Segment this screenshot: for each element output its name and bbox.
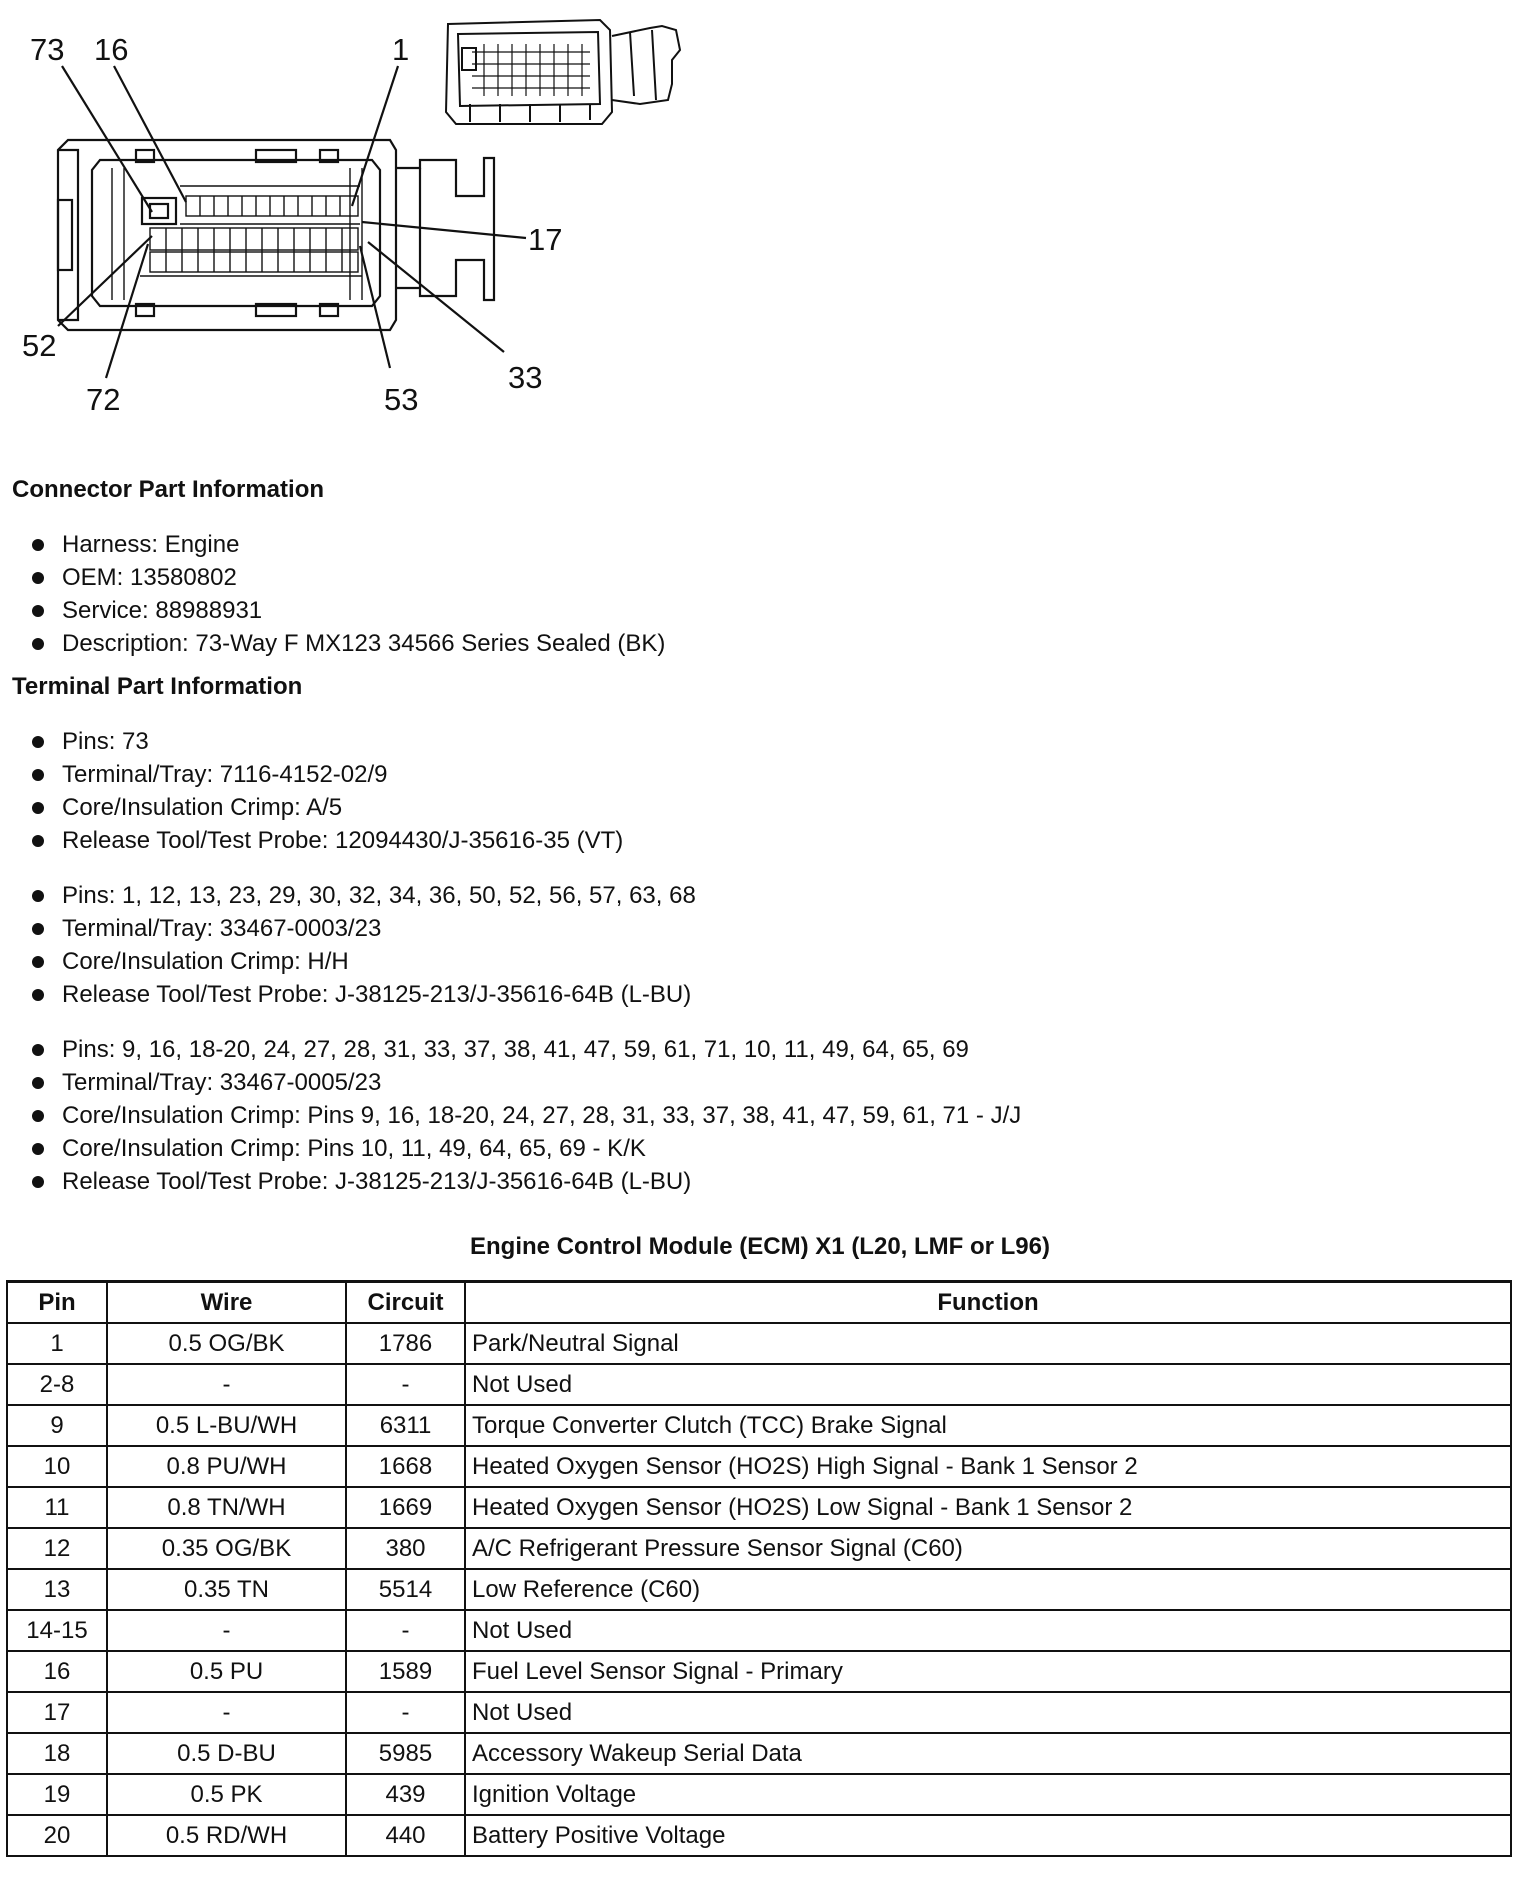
list-item: Harness: Engine	[28, 528, 665, 561]
cell-pin: 19	[7, 1774, 107, 1815]
cell-wire: 0.5 RD/WH	[107, 1815, 346, 1856]
cell-function: Accessory Wakeup Serial Data	[465, 1733, 1511, 1774]
callout-52: 52	[22, 328, 57, 363]
table-body	[7, 1323, 1511, 1856]
callout-73: 73	[30, 32, 65, 67]
table-row	[7, 1733, 1511, 1774]
cell-function: Not Used	[465, 1610, 1511, 1651]
header-circuit: Circuit	[346, 1282, 465, 1324]
list-item: Core/Insulation Crimp: Pins 10, 11, 49, 64, 65, 69 - K/K	[28, 1132, 1021, 1165]
table-title-text: Engine Control Module (ECM) X1 (L20, LMF or L96)	[470, 1233, 1050, 1260]
cell-circuit: 5514	[346, 1569, 465, 1610]
cell-pin: 20	[7, 1815, 107, 1856]
callout-72: 72	[86, 382, 121, 417]
cell-circuit: 1786	[346, 1323, 465, 1364]
cell-pin: 17	[7, 1692, 107, 1733]
table-row	[7, 1815, 1511, 1856]
table-row	[7, 1364, 1511, 1405]
callout-16: 16	[94, 32, 129, 67]
list-item: Terminal/Tray: 7116-4152-02/9	[28, 758, 623, 791]
list-item: Core/Insulation Crimp: H/H	[28, 945, 696, 978]
cell-wire: 0.5 PK	[107, 1774, 346, 1815]
cell-function: Torque Converter Clutch (TCC) Brake Signal	[465, 1405, 1511, 1446]
cell-wire: -	[107, 1610, 346, 1651]
cell-circuit: 440	[346, 1815, 465, 1856]
callout-17: 17	[528, 222, 563, 257]
cell-wire: 0.5 PU	[107, 1651, 346, 1692]
callout-leaders	[58, 66, 526, 378]
list-item: Core/Insulation Crimp: Pins 9, 16, 18-20, 24, 27, 28, 31, 33, 37, 38, 41, 47, 59, 61, 71 - J/J	[28, 1099, 1021, 1132]
cell-wire: 0.5 L-BU/WH	[107, 1405, 346, 1446]
cell-function: Park/Neutral Signal	[465, 1323, 1511, 1364]
list-item: Terminal/Tray: 33467-0005/23	[28, 1066, 1021, 1099]
table-row	[7, 1610, 1511, 1651]
terminal-group-3	[28, 1033, 1021, 1198]
cell-function: Battery Positive Voltage	[465, 1815, 1511, 1856]
cell-wire: 0.35 TN	[107, 1569, 346, 1610]
list-item: Pins: 1, 12, 13, 23, 29, 30, 32, 34, 36, 50, 52, 56, 57, 63, 68	[28, 879, 696, 912]
callout-1: 1	[392, 32, 410, 67]
table-row	[7, 1528, 1511, 1569]
table-row	[7, 1651, 1511, 1692]
cell-pin: 1	[7, 1323, 107, 1364]
list-item: Release Tool/Test Probe: 12094430/J-35616-35 (VT)	[28, 824, 623, 857]
cell-wire: -	[107, 1364, 346, 1405]
cell-circuit: 1668	[346, 1446, 465, 1487]
cell-wire: 0.5 OG/BK	[107, 1323, 346, 1364]
table-title	[0, 1233, 1520, 1261]
connector-info-list	[28, 528, 665, 660]
cell-function: Not Used	[465, 1692, 1511, 1733]
cell-pin: 10	[7, 1446, 107, 1487]
cell-circuit: -	[346, 1692, 465, 1733]
cell-function: Heated Oxygen Sensor (HO2S) Low Signal - Bank 1 Sensor 2	[465, 1487, 1511, 1528]
cell-function: A/C Refrigerant Pressure Sensor Signal (C60)	[465, 1528, 1511, 1569]
connector-diagram	[0, 0, 760, 440]
cell-pin: 18	[7, 1733, 107, 1774]
list-item: OEM: 13580802	[28, 561, 665, 594]
cell-function: Heated Oxygen Sensor (HO2S) High Signal - Bank 1 Sensor 2	[465, 1446, 1511, 1487]
terminal-group-2	[28, 879, 696, 1011]
list-item: Release Tool/Test Probe: J-38125-213/J-35616-64B (L-BU)	[28, 1165, 1021, 1198]
cell-circuit: 6311	[346, 1405, 465, 1446]
list-item: Terminal/Tray: 33467-0003/23	[28, 912, 696, 945]
table-row	[7, 1323, 1511, 1364]
cell-pin: 11	[7, 1487, 107, 1528]
cell-function: Ignition Voltage	[465, 1774, 1511, 1815]
cell-wire: 0.8 PU/WH	[107, 1446, 346, 1487]
cell-pin: 9	[7, 1405, 107, 1446]
cell-circuit: 439	[346, 1774, 465, 1815]
list-item: Core/Insulation Crimp: A/5	[28, 791, 623, 824]
cell-function: Not Used	[465, 1364, 1511, 1405]
cell-circuit: -	[346, 1610, 465, 1651]
table-header-row	[7, 1282, 1511, 1324]
header-function: Function	[465, 1282, 1511, 1324]
cell-pin: 2-8	[7, 1364, 107, 1405]
cell-circuit: 5985	[346, 1733, 465, 1774]
cell-circuit: 380	[346, 1528, 465, 1569]
cell-circuit: -	[346, 1364, 465, 1405]
cell-pin: 14-15	[7, 1610, 107, 1651]
callout-53: 53	[384, 382, 419, 417]
list-item: Pins: 73	[28, 725, 623, 758]
terminal-info-title: Terminal Part Information	[12, 673, 303, 700]
table-row	[7, 1774, 1511, 1815]
cell-pin: 12	[7, 1528, 107, 1569]
connector-face-view	[58, 140, 494, 330]
table-row	[7, 1487, 1511, 1528]
list-item: Pins: 9, 16, 18-20, 24, 27, 28, 31, 33, 37, 38, 41, 47, 59, 61, 71, 10, 11, 49, 64, 65, 69	[28, 1033, 1021, 1066]
header-pin: Pin	[7, 1282, 107, 1324]
pinout-table	[6, 1280, 1512, 1857]
cell-circuit: 1669	[346, 1487, 465, 1528]
cell-pin: 13	[7, 1569, 107, 1610]
list-item: Release Tool/Test Probe: J-38125-213/J-35616-64B (L-BU)	[28, 978, 696, 1011]
cell-circuit: 1589	[346, 1651, 465, 1692]
cell-pin: 16	[7, 1651, 107, 1692]
list-item: Description: 73-Way F MX123 34566 Series Sealed (BK)	[28, 627, 665, 660]
terminal-group-1	[28, 725, 623, 857]
cell-function: Low Reference (C60)	[465, 1569, 1511, 1610]
cell-wire: 0.5 D-BU	[107, 1733, 346, 1774]
cell-wire: 0.8 TN/WH	[107, 1487, 346, 1528]
list-item: Service: 88988931	[28, 594, 665, 627]
header-wire: Wire	[107, 1282, 346, 1324]
table-row	[7, 1446, 1511, 1487]
connector-perspective-view	[446, 20, 680, 124]
table-row	[7, 1692, 1511, 1733]
cell-wire: 0.35 OG/BK	[107, 1528, 346, 1569]
callout-33: 33	[508, 360, 543, 395]
cell-function: Fuel Level Sensor Signal - Primary	[465, 1651, 1511, 1692]
table-row	[7, 1405, 1511, 1446]
cell-wire: -	[107, 1692, 346, 1733]
table-row	[7, 1569, 1511, 1610]
connector-info-title: Connector Part Information	[12, 476, 325, 503]
